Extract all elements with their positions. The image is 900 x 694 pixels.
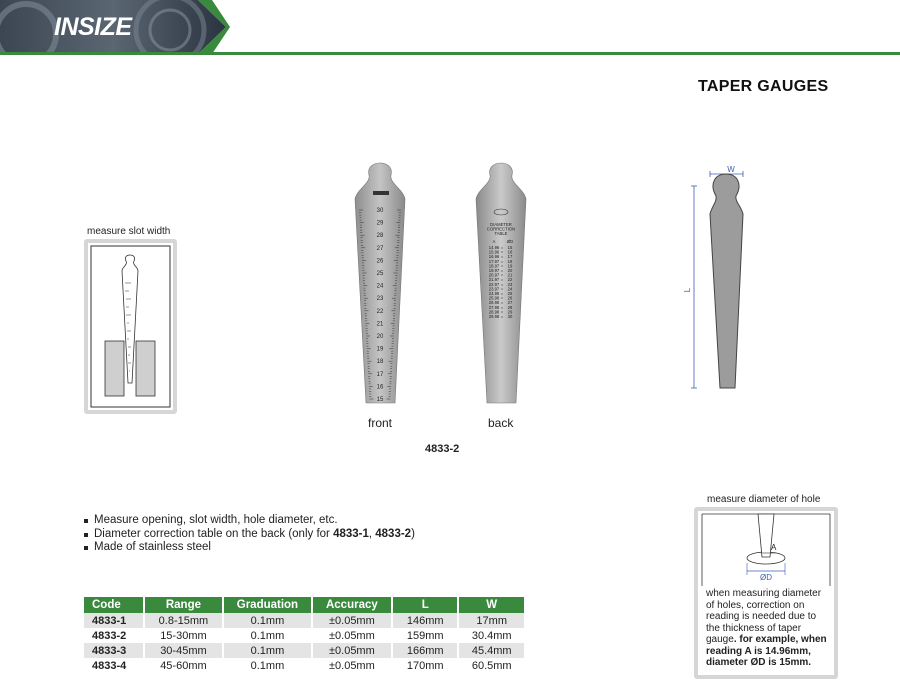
back-table-d: 30 [507,314,513,319]
cell-range: 45-60mm [144,658,223,673]
back-table-eq: = [500,272,504,278]
back-table-a: 22.97 [488,281,500,287]
back-table-d: 26 [507,295,513,301]
header-rule [0,52,900,55]
feature-item: Measure opening, slot width, hole diameter, etc. [84,514,415,528]
col-header-range: Range [144,597,223,613]
back-table-eq: = [500,263,504,269]
back-table-a: 18.97 [488,263,500,269]
back-table-a: 23.97 [488,286,500,292]
back-table-header: ØD [506,239,514,244]
back-table-a: 15.96 [488,249,500,255]
hole-diameter-illustration [698,511,834,589]
back-table-eq: = [500,254,504,260]
back-table-d: 17 [507,254,513,260]
cell-range: 0.8-15mm [144,613,223,628]
table-row [84,613,524,628]
slot-width-inset [84,239,177,414]
back-table-eq: = [500,286,504,292]
back-table-a: 19.97 [488,268,500,273]
back-table-a: 28.98 [488,309,500,315]
feature-item: Made of stainless steel [84,541,415,555]
back-table-eq: = [500,300,504,306]
slot-inset-caption: measure slot width [87,226,171,237]
cell-code: 4833-3 [84,643,144,658]
table-row [84,628,524,643]
w-dimension-label: W [727,165,735,174]
cell-w: 17mm [458,613,524,628]
scale-number: 20 [376,334,384,340]
col-header-graduation: Graduation [223,597,312,613]
cell-graduation: 0.1mm [223,613,312,628]
scale-number: 21 [376,321,384,328]
back-gauge-photo [472,153,532,405]
back-table-a: 29.98 [488,314,500,319]
table-row [84,658,524,673]
hole-correction-note: when measuring diameter of holes, correction on reading is needed due to the thickness of taper gauge. for example, when reading A is 14.96mm, diameter ØD is 15mm. [706,588,827,668]
back-table-eq: = [500,295,504,301]
cell-l: 170mm [392,658,458,673]
back-table-d: 27 [507,300,513,306]
back-table-a: 17.97 [488,258,500,264]
col-header-w: W [458,597,524,613]
back-table-title: DIAMETER [490,222,512,227]
back-table-d: 18 [507,258,513,264]
back-table-a: 21.97 [488,277,500,283]
scale-number: 30 [376,208,384,214]
scale-number: 19 [376,346,384,353]
cell-l: 146mm [392,613,458,628]
cell-graduation: 0.1mm [223,643,312,658]
front-gauge-photo [351,153,411,405]
dimension-drawing [683,162,763,394]
col-header-accuracy: Accuracy [312,597,392,613]
back-table-d: 24 [507,286,513,292]
back-table-header: A [492,239,496,244]
back-table-d: 22 [507,277,513,283]
scale-number: 18 [376,359,384,366]
scale-number: 23 [376,296,384,303]
back-table-a: 26.98 [488,300,500,306]
back-table-a: 20.97 [488,272,500,278]
a-label: A [771,543,777,552]
back-table-d: 20 [507,268,513,273]
feature-list [84,514,415,555]
back-table-d: 21 [507,272,513,278]
back-table-eq: = [500,268,504,273]
back-table-a: 16.96 [488,254,500,260]
hole-inset-caption: measure diameter of hole [707,494,821,505]
scale-number: 16 [376,384,384,391]
l-dimension-label: L [683,287,692,293]
back-table-eq: = [500,314,504,319]
feature-item: Diameter correction table on the back (only for 4833-1, 4833-2) [84,528,415,542]
d-label: ØD [760,573,772,582]
scale-number: 15 [376,397,384,403]
cell-range: 15-30mm [144,628,223,643]
back-table-title: TABLE [494,231,508,236]
scale-number: 25 [376,271,384,277]
scale-number: 29 [376,220,384,227]
cell-w: 30.4mm [458,628,524,643]
cell-l: 159mm [392,628,458,643]
back-table-title: CORRECTION [486,226,516,232]
scale-number: 17 [376,371,384,378]
cell-accuracy: ±0.05mm [312,628,392,643]
cell-code: 4833-1 [84,613,144,628]
model-label: 4833-2 [425,443,460,455]
cell-accuracy: ±0.05mm [312,613,392,628]
back-table-d: 29 [507,309,513,315]
back-table-eq: = [500,304,504,310]
cell-accuracy: ±0.05mm [312,643,392,658]
header-bar [0,0,900,56]
cell-w: 45.4mm [458,643,524,658]
table-row [84,643,524,658]
back-table-d: 23 [507,281,513,287]
scale-number: 27 [376,245,384,252]
cell-range: 30-45mm [144,643,223,658]
back-table-a: 25.98 [488,295,500,301]
scale-number: 24 [376,283,384,290]
slot-width-illustration [88,243,173,410]
back-table-d: 25 [507,291,513,296]
back-table-eq: = [500,249,504,255]
back-table-d: 28 [507,304,513,310]
back-table-d: 15 [507,245,513,250]
back-table-eq: = [500,277,504,283]
col-header-code: Code [84,597,144,613]
back-table-a: 27.98 [488,304,500,310]
scale-number: 26 [376,258,384,265]
back-table-a: 24.98 [488,291,500,296]
scale-number: 22 [376,308,384,315]
front-label: front [368,416,393,430]
back-table-d: 19 [507,263,513,269]
col-header-l: L [392,597,458,613]
spec-table [84,597,524,673]
table-header-row [84,597,524,613]
back-table-eq: = [500,309,504,315]
page-title: TAPER GAUGES [698,78,829,95]
back-table-eq: = [500,281,504,287]
cell-l: 166mm [392,643,458,658]
back-table-eq: = [500,245,504,250]
back-table-eq: = [500,258,504,264]
cell-graduation: 0.1mm [223,658,312,673]
cell-accuracy: ±0.05mm [312,658,392,673]
cell-w: 60.5mm [458,658,524,673]
cell-code: 4833-2 [84,628,144,643]
cell-code: 4833-4 [84,658,144,673]
scale-number: 28 [376,233,384,240]
back-label: back [488,416,514,430]
back-table-a: 14.96 [488,245,500,250]
cell-graduation: 0.1mm [223,628,312,643]
insize-logo: INSIZE [54,13,132,41]
back-table-d: 16 [507,249,513,255]
back-table-eq: = [500,291,504,296]
